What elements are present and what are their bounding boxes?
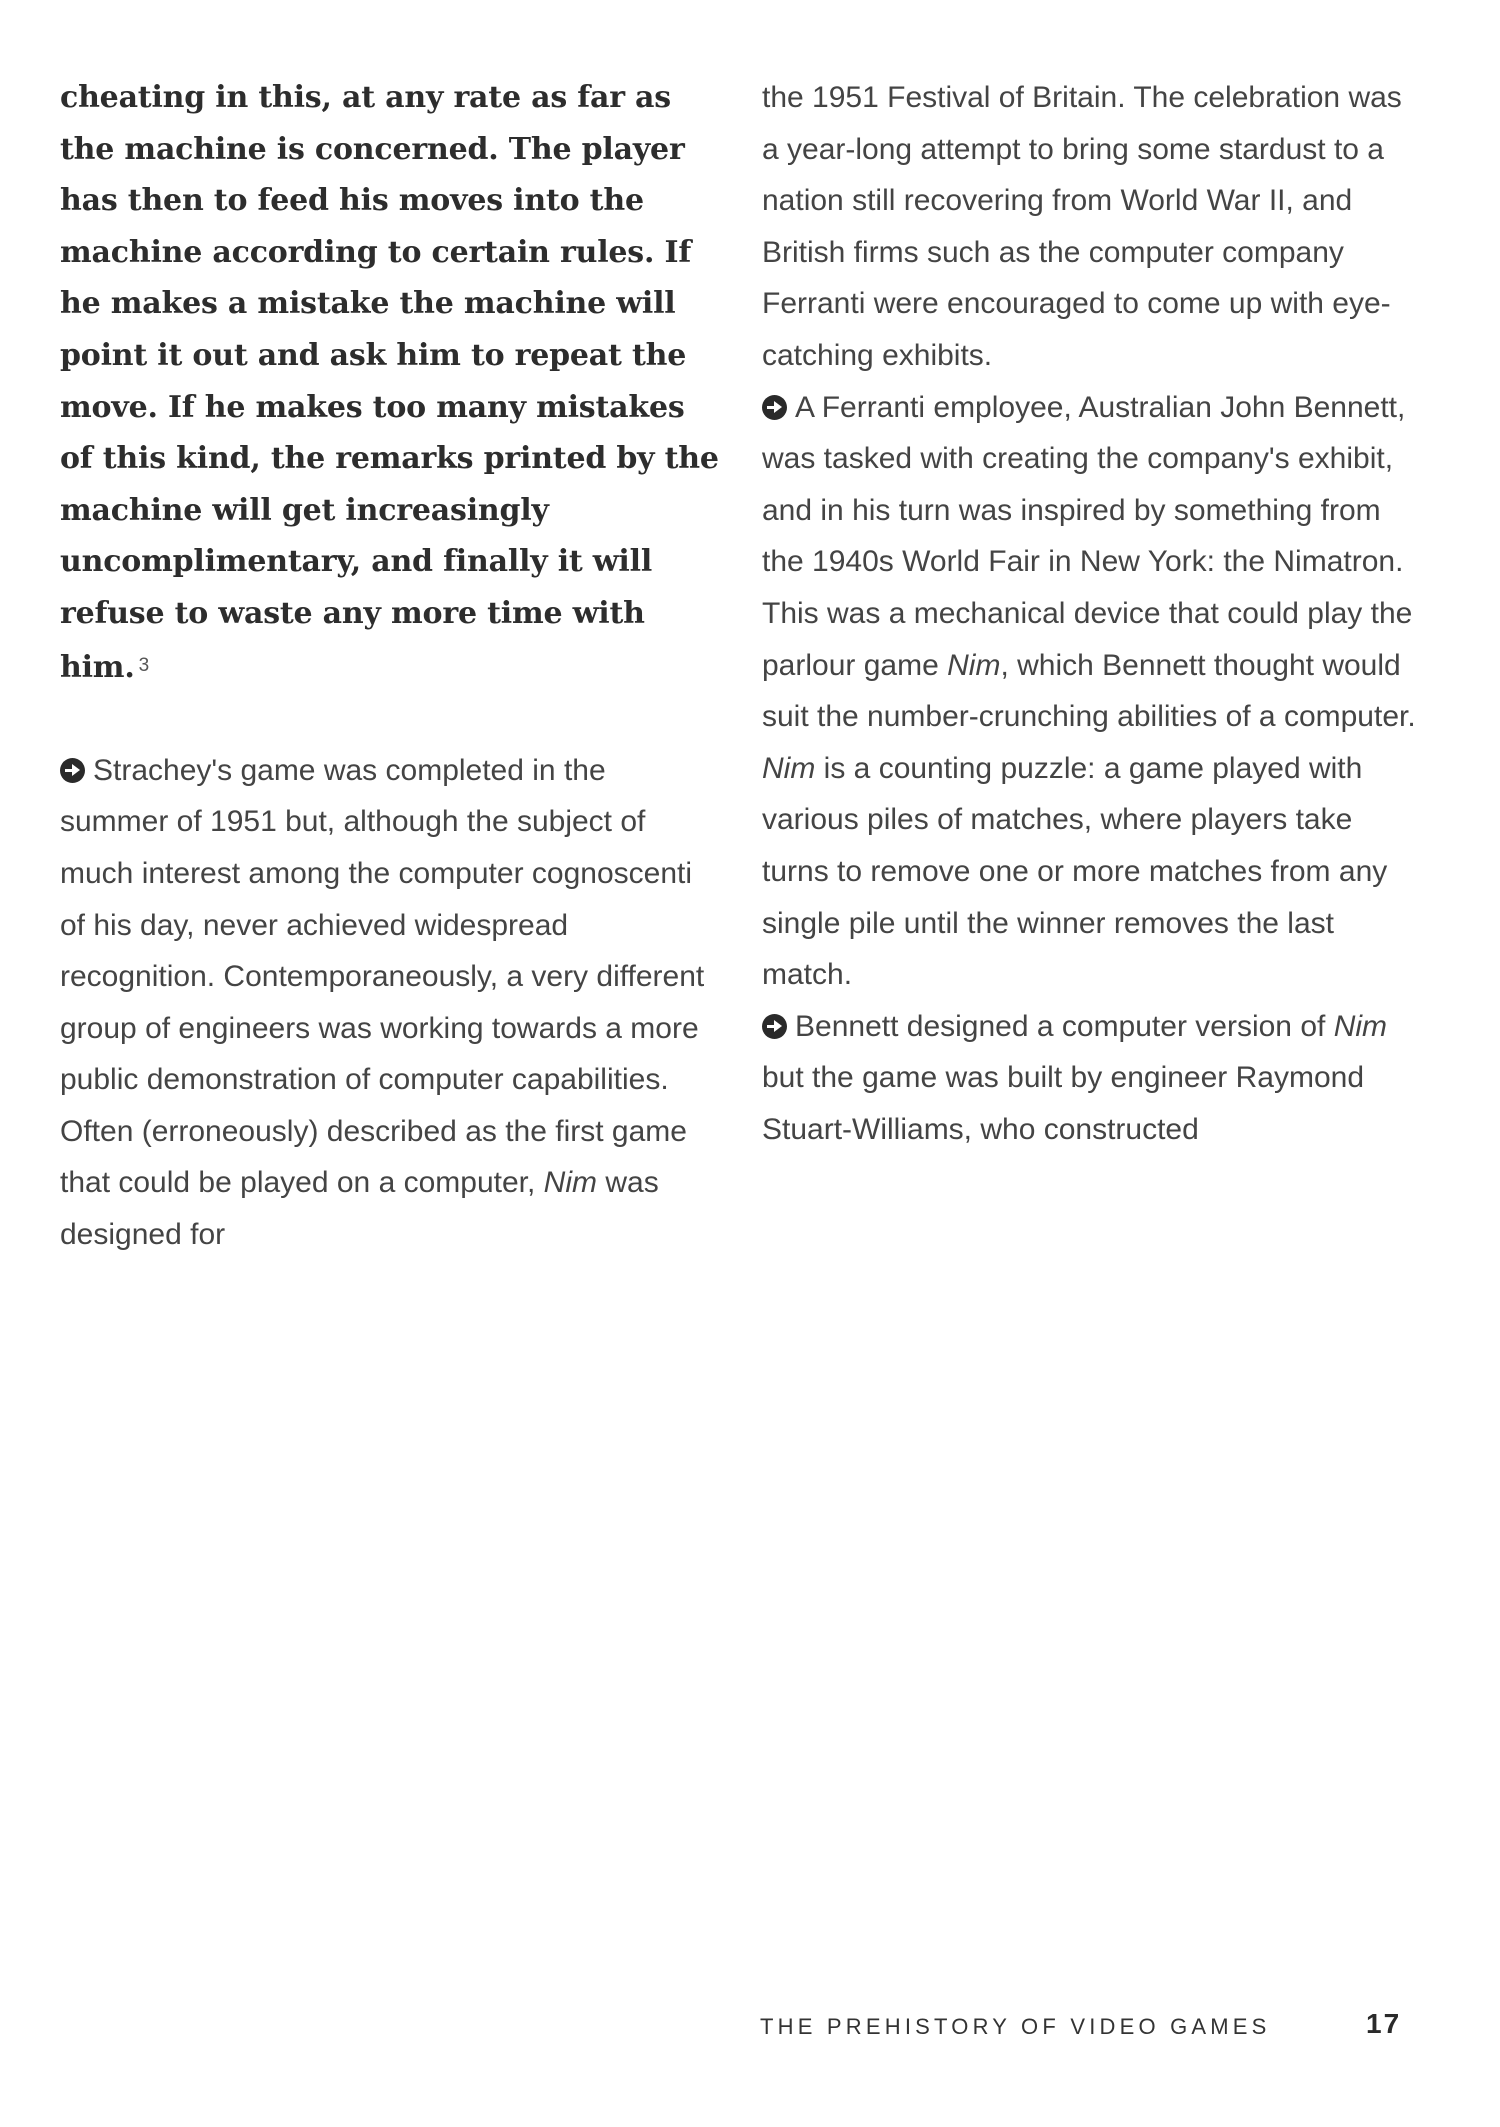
- paragraph-festival: [762, 72, 1422, 382]
- paragraph-strachey: [60, 745, 720, 1261]
- arrow-right-circle-icon: [762, 1014, 787, 1039]
- left-column: [60, 72, 720, 1261]
- paragraph-bennett: [762, 1001, 1422, 1156]
- paragraph-text: Bennett designed a computer version of: [795, 1009, 1326, 1043]
- paragraph-text: is a counting puzzle: a game played with various piles of matches, where players take turns to remove one or more matches from any single pile until the winner removes the last match.: [762, 751, 1388, 992]
- footnote-marker: 3: [138, 654, 149, 676]
- paragraph-text: the 1951 Festival of Britain. The celebration was a year-long attempt to bring some stardust to a nation still recovering from World War II, and British firms such as the computer company Ferranti were encouraged to come up with eye-catching exhibits.: [762, 81, 1402, 372]
- right-column: [762, 72, 1422, 1155]
- paragraph-text: Strachey's game was completed in the summer of 1951 but, although the subject of much interest among the computer cognoscenti of his day, never achieved widespread recognition. Contemporaneously, a very different group of engineers was working towards a more public demonstration of computer capabilities. Often (erroneously) described as the first game that could be played on a computer,: [60, 753, 705, 1200]
- italic-title: Nim: [543, 1166, 597, 1200]
- paragraph-text: A Ferranti employee, Australian John Bennett, was tasked with creating the company's exhibit, and in his turn was inspired by something from the 1940s World Fair in New York: the Nimatron. This was a mechanical device that could play the parlour game: [762, 390, 1413, 682]
- italic-title: Nim: [1333, 1009, 1388, 1043]
- italic-title: Nim: [947, 648, 1001, 682]
- paragraph-text: but the game was built by engineer Raymond Stuart-Williams, who constructed: [762, 1061, 1365, 1146]
- arrow-right-circle-icon: [60, 758, 85, 783]
- paragraph-text: was designed for: [60, 1166, 659, 1252]
- paragraph-ferranti: [762, 382, 1422, 1001]
- page-number: 17: [1366, 2008, 1402, 2039]
- block-quote: [60, 72, 720, 693]
- italic-title: Nim: [762, 751, 816, 785]
- arrow-right-circle-icon: [762, 395, 787, 420]
- running-title: THE PREHISTORY OF VIDEO GAMES: [760, 2014, 1271, 2039]
- paragraph-text: , which Bennett thought would suit the number-crunching abilities of a computer.: [762, 648, 1416, 734]
- quote-text: cheating in this, at any rate as far as the machine is concerned. The player has then to feed his moves into the machine according to certain rules. If he makes a mistake the machine will point it out and ask him to repeat the move. If he makes too many mistakes of this kind, the remarks printed by the machine will get increasingly uncomplimentary, and finally it will refuse to waste any more time with him.: [60, 80, 719, 685]
